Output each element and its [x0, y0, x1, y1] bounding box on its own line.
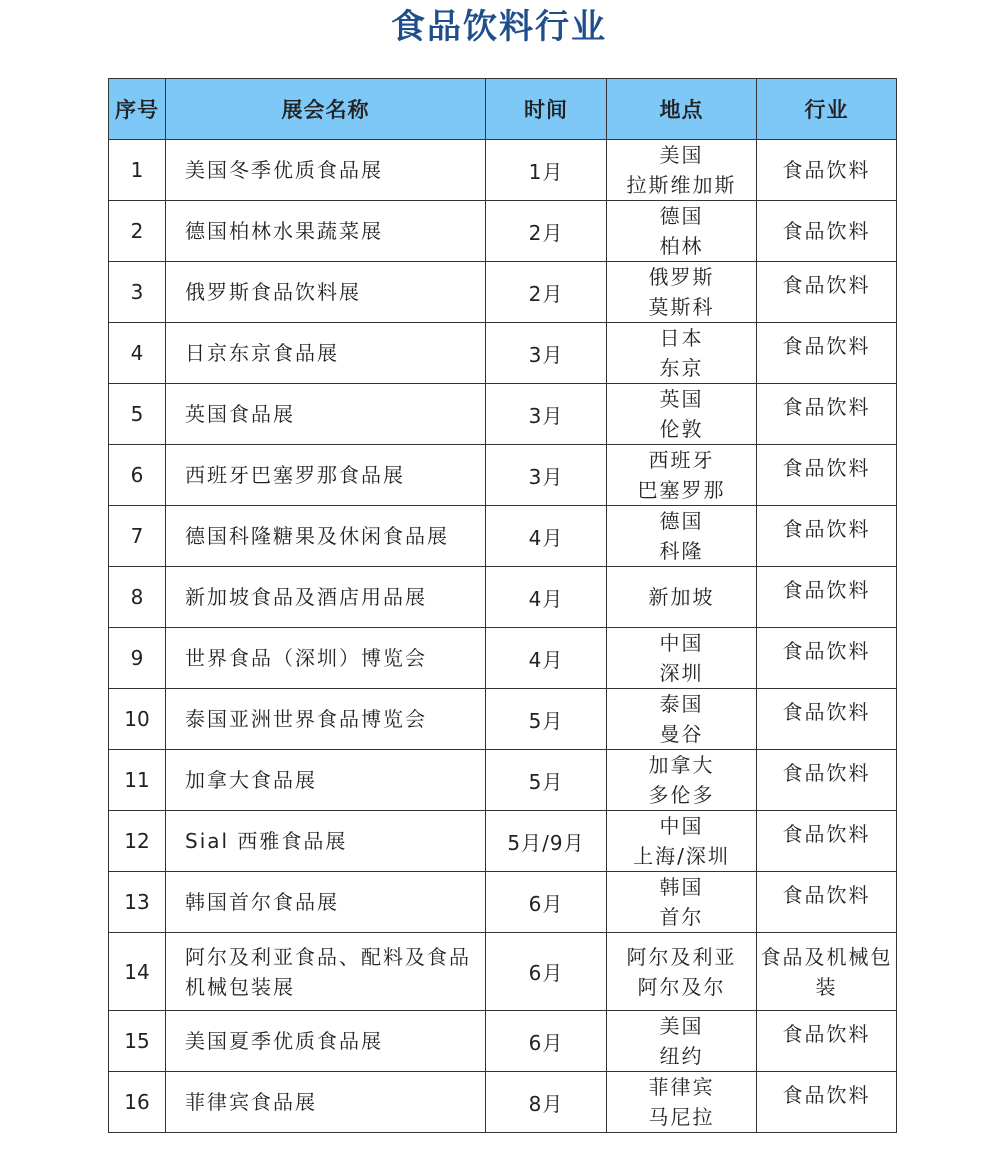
exhibition-place [607, 567, 757, 628]
exhibition-industry: 食品饮料 [757, 1072, 897, 1133]
place-line: 德国 [659, 509, 704, 533]
exhibition-time: 3月 [486, 323, 607, 384]
header-industry: 行业 [757, 79, 897, 140]
exhibition-name: 菲律宾食品展 [166, 1072, 486, 1133]
exhibition-name: 世界食品（深圳）博览会 [166, 628, 486, 689]
table-header-row [109, 79, 897, 140]
exhibition-place [607, 872, 757, 933]
table-row [109, 933, 897, 1011]
place-line: 东京 [659, 356, 704, 380]
place-line: 柏林 [659, 234, 704, 258]
row-number: 6 [109, 445, 166, 506]
row-number: 9 [109, 628, 166, 689]
place-line: 泰国 [659, 692, 704, 716]
row-number: 14 [109, 933, 166, 1011]
exhibition-industry: 食品饮料 [757, 323, 897, 384]
exhibition-place [607, 933, 757, 1011]
exhibition-industry: 食品饮料 [757, 506, 897, 567]
row-number: 7 [109, 506, 166, 567]
exhibition-time: 4月 [486, 628, 607, 689]
exhibition-time: 8月 [486, 1072, 607, 1133]
exhibition-place [607, 323, 757, 384]
exhibition-industry: 食品饮料 [757, 811, 897, 872]
place-line: 加拿大 [648, 753, 715, 777]
exhibition-name: 德国柏林水果蔬菜展 [166, 201, 486, 262]
exhibition-time: 3月 [486, 384, 607, 445]
exhibition-name: 英国食品展 [166, 384, 486, 445]
row-number: 3 [109, 262, 166, 323]
exhibition-name: 泰国亚洲世界食品博览会 [166, 689, 486, 750]
row-number: 8 [109, 567, 166, 628]
place-line: 阿尔及尔 [637, 974, 726, 999]
header-place: 地点 [607, 79, 757, 140]
exhibition-place [607, 689, 757, 750]
exhibition-name: 俄罗斯食品饮料展 [166, 262, 486, 323]
exhibition-industry: 食品饮料 [757, 628, 897, 689]
row-number: 5 [109, 384, 166, 445]
place-line: 深圳 [659, 661, 704, 685]
exhibition-place [607, 445, 757, 506]
table-row [109, 445, 897, 506]
exhibition-place [607, 628, 757, 689]
exhibition-name: 美国冬季优质食品展 [166, 140, 486, 201]
exhibition-time: 3月 [486, 445, 607, 506]
exhibition-time: 4月 [486, 506, 607, 567]
table-row [109, 140, 897, 201]
row-number: 11 [109, 750, 166, 811]
exhibition-industry: 食品饮料 [757, 445, 897, 506]
page-title: 食品饮料行业 [391, 7, 607, 47]
exhibition-industry: 食品饮料 [757, 262, 897, 323]
place-line: 纽约 [659, 1044, 704, 1068]
exhibition-time: 6月 [486, 872, 607, 933]
header-name: 展会名称 [166, 79, 486, 140]
place-line: 莫斯科 [648, 295, 715, 319]
table-row [109, 689, 897, 750]
exhibition-place [607, 750, 757, 811]
exhibition-time: 6月 [486, 933, 607, 1011]
place-line: 韩国 [659, 875, 704, 899]
exhibition-industry: 食品饮料 [757, 1011, 897, 1072]
row-number: 4 [109, 323, 166, 384]
table-row [109, 872, 897, 933]
exhibition-industry: 食品饮料 [757, 567, 897, 628]
place-line: 曼谷 [659, 722, 704, 746]
exhibition-name: 加拿大食品展 [166, 750, 486, 811]
exhibition-name: 日京东京食品展 [166, 323, 486, 384]
exhibition-name: 德国科隆糖果及休闲食品展 [166, 506, 486, 567]
table-row [109, 506, 897, 567]
place-line: 拉斯维加斯 [626, 173, 737, 197]
exhibition-industry: 食品及机械包装 [757, 933, 897, 1011]
row-number: 2 [109, 201, 166, 262]
exhibition-name: Sial 西雅食品展 [166, 811, 486, 872]
table-body [109, 140, 897, 1133]
exhibition-time: 5月/9月 [486, 811, 607, 872]
exhibition-time: 2月 [486, 262, 607, 323]
row-number: 10 [109, 689, 166, 750]
exhibition-time: 2月 [486, 201, 607, 262]
table-row [109, 384, 897, 445]
table-row [109, 628, 897, 689]
table-row [109, 567, 897, 628]
exhibition-name: 美国夏季优质食品展 [166, 1011, 486, 1072]
table-row [109, 201, 897, 262]
header-time: 时间 [486, 79, 607, 140]
exhibition-industry: 食品饮料 [757, 384, 897, 445]
table-row [109, 1072, 897, 1133]
table-row [109, 323, 897, 384]
row-number: 12 [109, 811, 166, 872]
place-line: 俄罗斯 [648, 265, 715, 289]
exhibition-place [607, 1011, 757, 1072]
place-line: 中国 [659, 631, 704, 655]
place-line: 阿尔及利亚 [626, 944, 737, 969]
place-line: 上海/深圳 [633, 844, 730, 868]
exhibition-place [607, 1072, 757, 1133]
place-line: 巴塞罗那 [637, 478, 726, 502]
row-number: 16 [109, 1072, 166, 1133]
exhibition-table [108, 78, 897, 1133]
table-row [109, 811, 897, 872]
place-line: 日本 [659, 326, 704, 350]
place-line: 美国 [659, 143, 704, 167]
row-number: 13 [109, 872, 166, 933]
exhibition-place [607, 811, 757, 872]
exhibition-time: 5月 [486, 689, 607, 750]
place-line: 西班牙 [648, 448, 715, 472]
row-number: 15 [109, 1011, 166, 1072]
place-line: 首尔 [659, 905, 704, 929]
header-no: 序号 [109, 79, 166, 140]
exhibition-industry: 食品饮料 [757, 750, 897, 811]
exhibition-industry: 食品饮料 [757, 140, 897, 201]
place-line: 中国 [659, 814, 704, 838]
place-line: 菲律宾 [648, 1075, 715, 1099]
exhibition-time: 4月 [486, 567, 607, 628]
row-number: 1 [109, 140, 166, 201]
exhibition-time: 5月 [486, 750, 607, 811]
exhibition-name: 新加坡食品及酒店用品展 [166, 567, 486, 628]
exhibition-name: 韩国首尔食品展 [166, 872, 486, 933]
exhibition-industry: 食品饮料 [757, 201, 897, 262]
exhibition-place [607, 506, 757, 567]
exhibition-place [607, 140, 757, 201]
exhibition-industry: 食品饮料 [757, 689, 897, 750]
place-line: 美国 [659, 1014, 704, 1038]
table-row [109, 262, 897, 323]
table-row [109, 1011, 897, 1072]
place-line: 多伦多 [648, 783, 715, 807]
exhibition-place [607, 262, 757, 323]
place-line: 科隆 [659, 539, 704, 563]
place-line: 德国 [659, 204, 704, 228]
exhibition-industry: 食品饮料 [757, 872, 897, 933]
place-line: 马尼拉 [648, 1105, 715, 1129]
exhibition-name: 阿尔及利亚食品、配料及食品机械包装展 [166, 933, 486, 1011]
place-line: 伦敦 [659, 417, 704, 441]
exhibition-place [607, 201, 757, 262]
exhibition-name: 西班牙巴塞罗那食品展 [166, 445, 486, 506]
exhibition-time: 1月 [486, 140, 607, 201]
place-line: 英国 [659, 387, 704, 411]
exhibition-place [607, 384, 757, 445]
table-row [109, 750, 897, 811]
place-line: 新加坡 [648, 585, 715, 609]
exhibition-time: 6月 [486, 1011, 607, 1072]
